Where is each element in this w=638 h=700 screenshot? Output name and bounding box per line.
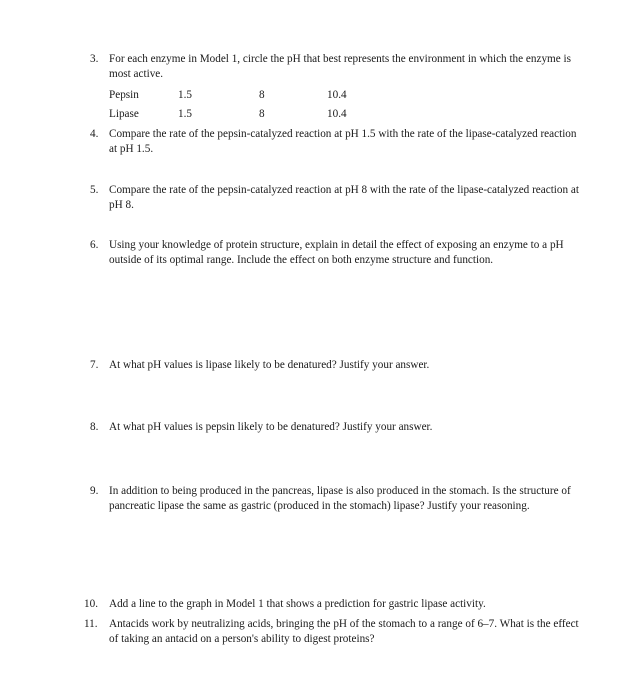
question-number: 9. <box>90 485 99 497</box>
question-text: Using your knowledge of protein structure, explain in detail the effect of exposing an enzyme to a pH outside of its optimal range. Include the effect on both enzyme structure and function. <box>109 239 564 266</box>
ph-option[interactable]: 10.4 <box>327 89 347 101</box>
question-number: 5. <box>90 184 99 196</box>
ph-option[interactable]: 10.4 <box>327 108 347 120</box>
question-text: Antacids work by neutralizing acids, bringing the pH of the stomach to a range of 6–7. What is the effect of taking an antacid on a person's ability to digest proteins? <box>109 618 579 645</box>
ph-option[interactable]: 1.5 <box>178 89 192 101</box>
question-number: 11. <box>84 618 98 630</box>
question-number: 10. <box>84 598 98 610</box>
question-text: At what pH values is pepsin likely to be denatured? Justify your answer. <box>109 421 433 433</box>
question-number: 8. <box>90 421 99 433</box>
question-text: Add a line to the graph in Model 1 that shows a prediction for gastric lipase activity. <box>109 598 486 610</box>
question-number: 7. <box>90 359 99 371</box>
question-number: 6. <box>90 239 99 251</box>
ph-option[interactable]: 8 <box>259 108 265 120</box>
ph-option[interactable]: 1.5 <box>178 108 192 120</box>
question-text: For each enzyme in Model 1, circle the pH that best represents the environment in which the enzyme is most active. <box>109 53 571 80</box>
question-text: At what pH values is lipase likely to be denatured? Justify your answer. <box>109 359 430 371</box>
ph-option[interactable]: 8 <box>259 89 265 101</box>
enzyme-label: Pepsin <box>109 89 139 101</box>
question-number: 4. <box>90 128 99 140</box>
question-number: 3. <box>90 53 99 65</box>
question-text: In addition to being produced in the pancreas, lipase is also produced in the stomach. Is the structure of pancreatic lipase the same as gastric (produced in the stomach) lipase? Justify your reasoning. <box>109 485 571 512</box>
question-text: Compare the rate of the pepsin-catalyzed reaction at pH 1.5 with the rate of the lipase-catalyzed reaction at pH 1.5. <box>109 128 577 155</box>
question-text: Compare the rate of the pepsin-catalyzed reaction at pH 8 with the rate of the lipase-catalyzed reaction at pH 8. <box>109 184 579 211</box>
enzyme-label: Lipase <box>109 108 139 120</box>
